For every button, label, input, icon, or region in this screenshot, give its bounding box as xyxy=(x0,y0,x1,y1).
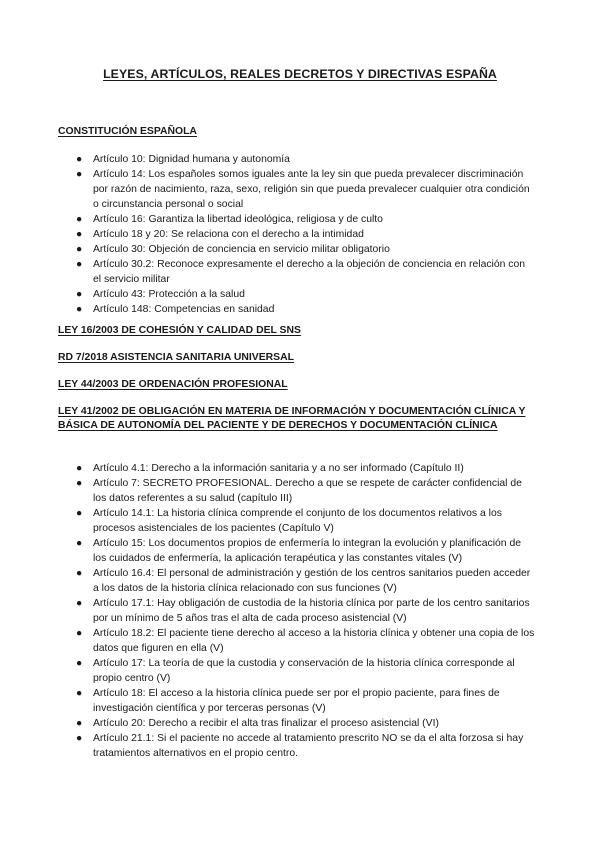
list-item: ● Artículo 21.1: Si el paciente no accede al tratamiento prescrito NO se da el alta forzosa si hay tratamientos alternativos en el propio centro. xyxy=(76,733,524,759)
list-item: ● Artículo 15: Los documentos propios de enfermería lo integran la evolución y planificación de los cuidados de enfermería, la aplicación terapéutica y las constantes vitales (V) xyxy=(76,538,521,564)
ley-41-2002-article-list xyxy=(58,461,536,761)
list-item: ● Artículo 148: Competencias en sanidad xyxy=(76,304,275,315)
list-item: ● Artículo 43: Protección a la salud xyxy=(76,289,245,300)
section-heading-ley-16-2003: LEY 16/2003 DE COHESIÓN Y CALIDAD DEL SNS xyxy=(58,325,301,336)
list-item: ● Artículo 16: Garantiza la libertad ideológica, religiosa y de culto xyxy=(76,214,383,225)
list-item: ● Artículo 10: Dignidad humana y autonomía xyxy=(76,154,290,165)
section-heading-constitucion: CONSTITUCIÓN ESPAÑOLA xyxy=(58,126,197,137)
list-item: ● Artículo 18 y 20: Se relaciona con el derecho a la intimidad xyxy=(76,229,364,240)
list-item: ● Artículo 7: SECRETO PROFESIONAL. Derecho a que se respete de carácter confidencial de los datos referentes a su salud (capítulo III) xyxy=(76,478,522,504)
list-item: ● Artículo 17.1: Hay obligación de custodia de la historia clínica por parte de los centro sanitarios por un mínimo de 5 años tras el alta de cada proceso asistencial (V) xyxy=(76,598,530,624)
list-item: ● Artículo 30: Objeción de conciencia en servicio militar obligatorio xyxy=(76,244,390,255)
list-item: ● Artículo 18: El acceso a la historia clínica puede ser por el propio paciente, para fines de investigación científica y por terceras personas (V) xyxy=(76,688,500,714)
list-item: ● Artículo 17: La teoría de que la custodia y conservación de la historia clínica corresponde al propio centro (V) xyxy=(76,658,515,684)
list-item: ● Artículo 14.1: La historia clínica comprende el conjunto de los documentos relativos a los procesos asistenciales de los pacientes (Capítulo V) xyxy=(76,508,502,534)
document-title: LEYES, ARTÍCULOS, REALES DECRETOS Y DIRECTIVAS ESPAÑA xyxy=(103,67,497,81)
list-item: ● Artículo 16.4: El personal de administración y gestión de los centros sanitarios pueden acceder a los datos de la historia clínica relacionado con sus funciones (V) xyxy=(76,568,531,594)
list-item: ● Artículo 30.2: Reconoce expresamente el derecho a la objeción de conciencia en relación con el servicio militar xyxy=(76,259,526,285)
constitucion-article-list xyxy=(58,152,536,317)
section-heading-rd-7-2018: RD 7/2018 ASISTENCIA SANITARIA UNIVERSAL xyxy=(58,352,294,363)
list-item: ● Artículo 18.2: El paciente tiene derecho al acceso a la historia clínica y obtener una copia de los datos que figuren en ella (V) xyxy=(76,628,535,654)
section-heading-ley-44-2003: LEY 44/2003 DE ORDENACIÓN PROFESIONAL xyxy=(58,379,288,390)
list-item: ● Artículo 20: Derecho a recibir el alta tras finalizar el proceso asistencial (VI) xyxy=(76,718,439,729)
list-item: ● Artículo 14: Los españoles somos iguales ante la ley sin que pueda prevalecer discriminación por razón de nacimiento, raza, sexo, religión sin que pueda prevalecer cualquier otra condición o circunstancia personal o social xyxy=(76,169,530,210)
section-heading-ley-41-2002: LEY 41/2002 DE OBLIGACIÓN EN MATERIA DE INFORMACIÓN Y DOCUMENTACIÓN CLÍNICA Y BÁSICA DE AUTONOMÍA DEL PACIENTE Y DE DERECHOS Y DOCUMENTACIÓN CLÍNICA xyxy=(58,406,526,431)
list-item: ● Artículo 4.1: Derecho a la información sanitaria y a no ser informado (Capítulo II) xyxy=(76,463,464,474)
